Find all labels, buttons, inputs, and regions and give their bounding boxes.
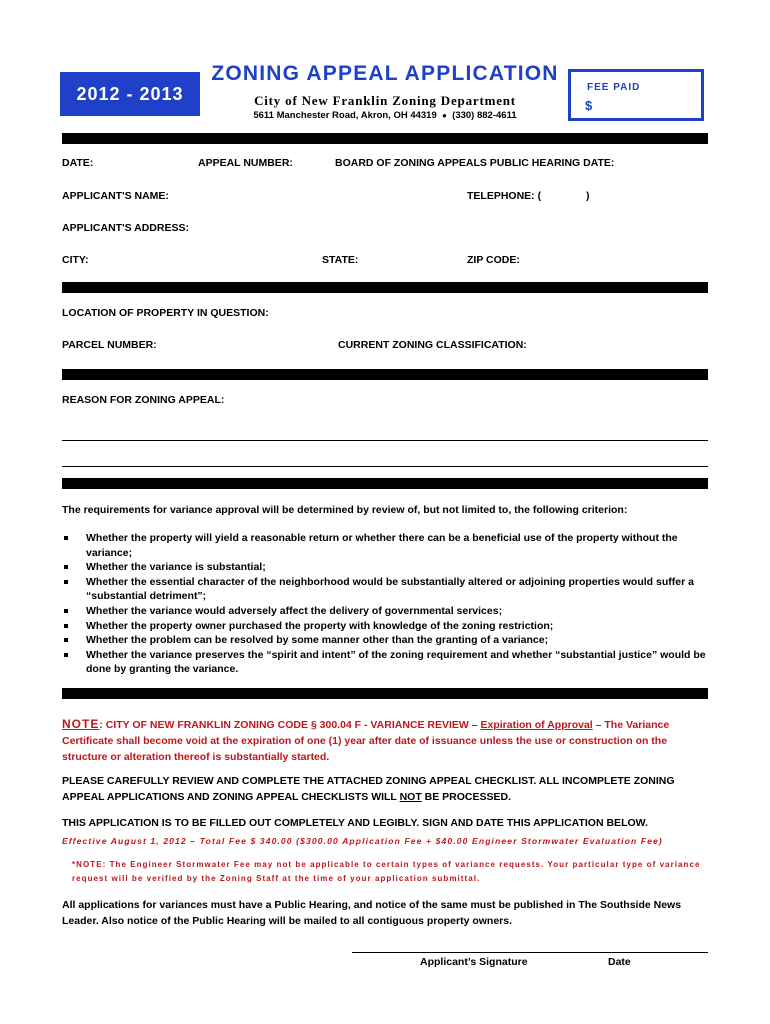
criterion-text: Whether the variance preserves the “spirit and intent” of the zoning requirement and whether “substantial justice” would be done by granting the variance.	[86, 648, 706, 676]
list-item	[62, 604, 708, 619]
fee-paid-box[interactable]	[568, 69, 704, 121]
applicant-name-field[interactable]: APPLICANT'S NAME:	[62, 190, 169, 202]
fee-paid-label: FEE PAID	[587, 82, 641, 93]
parcel-number-field[interactable]: PARCEL NUMBER:	[62, 339, 157, 351]
list-item	[62, 560, 708, 575]
criterion-text: Whether the essential character of the neighborhood would be substantially altered or adjoining properties would suffer a “substantial detriment”;	[86, 575, 694, 603]
section-divider	[62, 133, 708, 144]
note-label: NOTE	[62, 717, 100, 731]
bullet-icon	[64, 653, 68, 657]
criteria-intro: The requirements for variance approval will be determined by review of, but not limited to, the following criterion:	[62, 504, 628, 516]
bullet-icon	[64, 609, 68, 613]
fee-dollar-sign: $	[585, 98, 593, 113]
criterion-text: Whether the property will yield a reasonable return or whether there can be a beneficial use of the property without the variance;	[86, 532, 678, 559]
department-address	[210, 110, 560, 121]
bullet-icon	[64, 624, 68, 628]
signature-line[interactable]	[352, 952, 708, 953]
applicant-signature-label: Applicant’s Signature	[420, 956, 528, 968]
section-divider	[62, 688, 708, 699]
expiration-heading: Expiration of Approval	[480, 719, 593, 731]
section-divider	[62, 282, 708, 293]
telephone-field[interactable]: TELEPHONE: (	[467, 190, 542, 202]
zip-code-field[interactable]: ZIP CODE:	[467, 254, 520, 266]
public-hearing-notice: All applications for variances must have a Public Hearing, and notice of the same must be published in The Southside News Leader. Also notice of the Public Hearing will be mailed to all contiguous property owners.	[62, 899, 682, 927]
bullet-icon	[64, 580, 68, 584]
reason-line[interactable]	[62, 466, 708, 467]
department-name: City of New Franklin Zoning Department	[254, 93, 516, 108]
city-field[interactable]: CITY:	[62, 254, 89, 266]
criterion-text: Whether the property owner purchased the property with knowledge of the zoning restriction;	[86, 619, 554, 632]
stormwater-fee-note: *NOTE: The Engineer Stormwater Fee may not be applicable to certain types of variance requests. Your particular type of variance request will be verified by the Zoning Staff at the time of your application submittal.	[72, 860, 701, 883]
year-banner: 2012 - 2013	[60, 72, 200, 116]
date-field[interactable]: DATE:	[62, 157, 94, 169]
total-fee-line: Effective August 1, 2012 – Total Fee $ 340.00 ($300.00 Application Fee + $40.00 Engineer Stormwater Evaluation Fee)	[62, 836, 663, 846]
list-item	[62, 633, 708, 648]
phone-number: (330) 882-4611	[452, 110, 517, 121]
criterion-text: Whether the variance would adversely affect the delivery of governmental services;	[86, 604, 503, 617]
section-divider	[62, 478, 708, 489]
instruction-text: BE PROCESSED.	[421, 791, 512, 803]
list-item	[62, 648, 708, 677]
list-item	[62, 531, 708, 560]
note-text: – The Variance Certificate shall become void at the expiration of one (1) year after date of issuance unless the use or construction on the structure or alteration thereof is substantially started.	[62, 719, 670, 763]
criterion-text: Whether the problem can be resolved by some manner other than the granting of a variance;	[86, 634, 549, 647]
applicant-address-field[interactable]: APPLICANT'S ADDRESS:	[62, 222, 189, 234]
bullet-icon	[64, 536, 68, 540]
street-address: 5611 Manchester Road, Akron, OH 44319	[253, 110, 437, 121]
criterion-text: Whether the variance is substantial;	[86, 561, 266, 574]
hearing-date-field[interactable]: BOARD OF ZONING APPEALS PUBLIC HEARING DATE:	[335, 157, 615, 169]
legibility-instruction: THIS APPLICATION IS TO BE FILLED OUT COMPLETELY AND LEGIBLY. SIGN AND DATE THIS APPLICATION BELOW.	[62, 817, 648, 829]
note-text: : CITY OF NEW FRANKLIN ZONING CODE § 300.04 F - VARIANCE REVIEW –	[99, 719, 481, 731]
form-title: ZONING APPEAL APPLICATION	[211, 62, 559, 85]
signature-date-label: Date	[608, 956, 631, 968]
criteria-list	[62, 531, 708, 677]
checklist-instructions	[62, 773, 712, 805]
reason-line[interactable]	[62, 440, 708, 441]
instruction-text: PLEASE CAREFULLY REVIEW AND COMPLETE THE ATTACHED ZONING APPEAL CHECKLIST. ALL INCOMPLETE ZONING APPEAL APPLICATIONS AND ZONING APPEAL CHECKLISTS WILL	[62, 775, 675, 803]
section-divider	[62, 369, 708, 380]
property-location-field[interactable]: LOCATION OF PROPERTY IN QUESTION:	[62, 307, 269, 319]
telephone-paren: )	[586, 190, 590, 202]
not-emphasis: NOT	[399, 791, 422, 803]
list-item	[62, 575, 708, 604]
appeal-number-field[interactable]: APPEAL NUMBER:	[198, 157, 293, 169]
variance-note	[62, 716, 712, 765]
reason-field[interactable]: REASON FOR ZONING APPEAL:	[62, 394, 225, 406]
bullet-icon	[64, 565, 68, 569]
list-item	[62, 619, 708, 634]
state-field[interactable]: STATE:	[322, 254, 359, 266]
bullet-icon: ●	[442, 111, 447, 120]
zoning-classification-field[interactable]: CURRENT ZONING CLASSIFICATION:	[338, 339, 527, 351]
bullet-icon	[64, 638, 68, 642]
